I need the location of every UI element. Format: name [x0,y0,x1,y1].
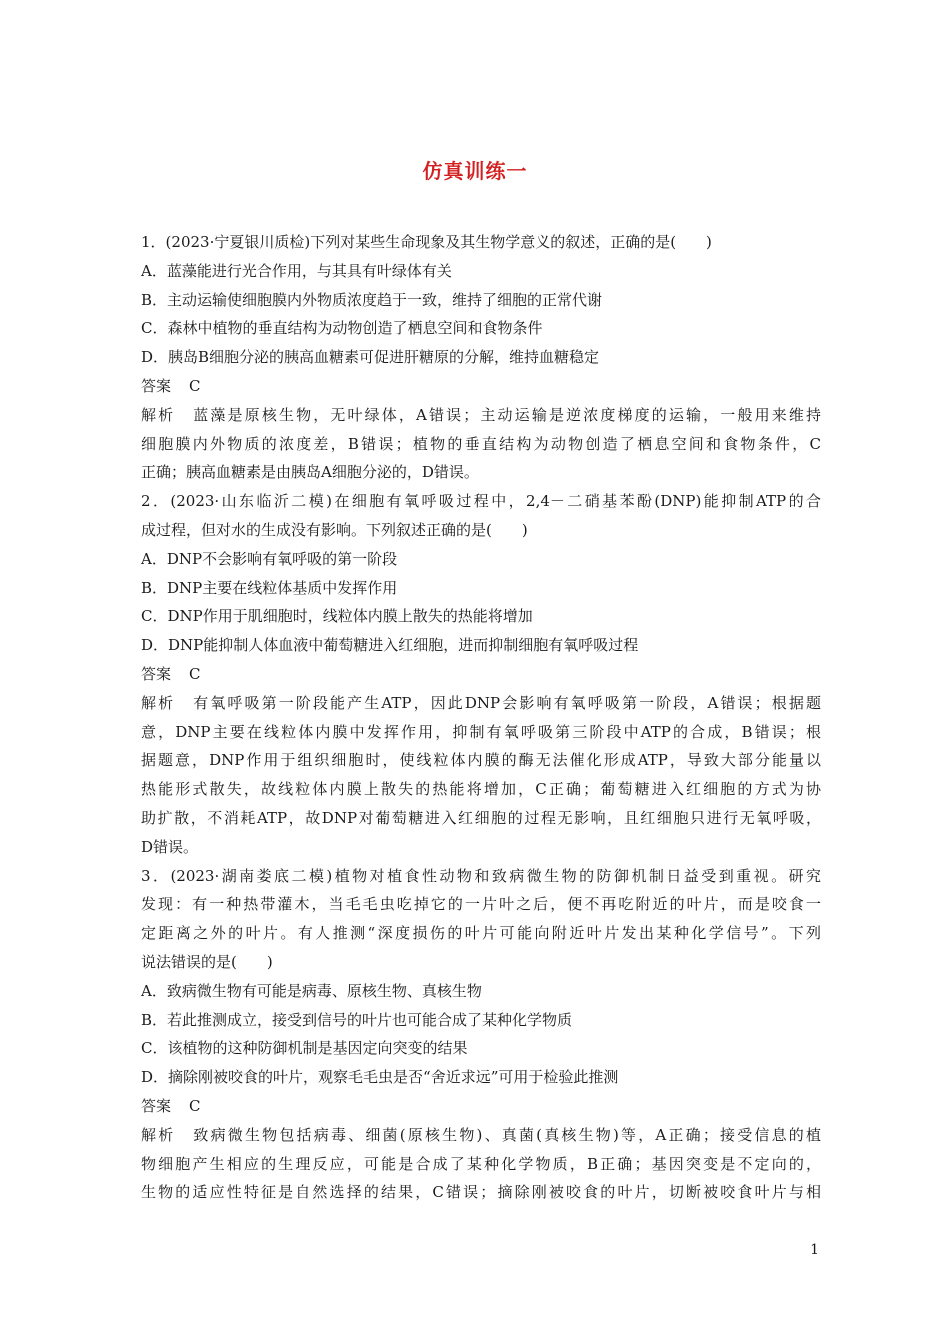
option-a: A．蓝藻能进行光合作用，与其具有叶绿体有关 [141,261,452,280]
page-number: 1 [810,1242,819,1258]
option-b: B．若此推测成立，接受到信号的叶片也可能合成了某种化学物质 [141,1010,573,1029]
answer-label: 答案 [141,376,172,395]
option-b: B．主动运输使细胞膜内外物质浓度趋于一致，维持了细胞的正常代谢 [141,290,603,309]
page-title: 仿真训练一 [422,159,528,183]
analysis-line [141,1121,821,1150]
analysis-line: 物细胞产生相应的生理反应，可能是合成了某种化学物质，B正确；基因突变是不定向的， [141,1154,821,1173]
option-d: D．摘除刚被咬食的叶片，观察毛毛虫是否“舍近求远”可用于检验此推测 [141,1068,619,1087]
question-2 [141,487,821,861]
analysis-line: 热能形式散失，故线粒体内膜上散失的热能将增加，C正确；葡萄糖进入红细胞的方式为协 [141,780,821,799]
answer-label: 答案 [141,1096,172,1115]
question-stem-line: 2．(2023·山东临沂二模)在细胞有氧呼吸过程中，2,4－二硝基苯酚(DNP)能抑制ATP的合 [141,492,821,511]
option-a: A．致病微生物有可能是病毒、原核生物、真核生物 [141,981,482,1000]
question-stem-line: 1．(2023·宁夏银川质检)下列对某些生命现象及其生物学意义的叙述，正确的是( ) [141,233,712,251]
question-stem-line: 发现：有一种热带灌木，当毛毛虫吃掉它的一片叶之后，便不再吃附近的叶片，而是咬食一 [141,895,821,914]
analysis-line: 细胞膜内外物质的浓度差，B错误；植物的垂直结构为动物创造了栖息空间和食物条件，C [141,434,821,453]
option-c: C．DNP作用于肌细胞时，线粒体内膜上散失的热能将增加 [141,607,533,626]
option-b: B．DNP主要在线粒体基质中发挥作用 [141,578,398,597]
analysis-label: 解析 [141,693,176,712]
answer-value: C [189,664,201,683]
option-c: C．森林中植物的垂直结构为动物创造了栖息空间和食物条件 [141,319,543,338]
question-1 [141,228,821,487]
answer-value: C [189,376,201,395]
analysis-line: 意，DNP主要在线粒体内膜中发挥作用，抑制有氧呼吸第三阶段中ATP的合成，B错误；根 [141,722,821,741]
answer-line [141,1092,821,1121]
analysis-line: 正确；胰高血糖素是由胰岛A细胞分泌的，D错误。 [141,463,479,482]
analysis-line: 助扩散，不消耗ATP，故DNP对葡萄糖进入红细胞的过程无影响，且红细胞只进行无氧呼吸， [141,808,821,827]
question-stem-line: 3．(2023·湖南娄底二模)植物对植食性动物和致病微生物的防御机制日益受到重视。研究 [141,866,821,885]
analysis-line: D错误。 [141,837,199,856]
option-c: C．该植物的这种防御机制是基因定向突变的结果 [141,1039,468,1058]
analysis-text: 致病微生物包括病毒、细菌(原核生物)、真菌(真核生物)等，A正确；接受信息的植 [193,1125,821,1144]
answer-line [141,372,821,401]
analysis-label: 解析 [141,405,176,424]
analysis-line: 生物的适应性特征是自然选择的结果，C错误；摘除刚被咬食的叶片，切断被咬食叶片与相 [141,1183,821,1202]
analysis-label: 解析 [141,1125,176,1144]
analysis-line: 据题意，DNP作用于组织细胞时，使线粒体内膜的酶无法催化形成ATP，导致大部分能量以 [141,751,821,770]
analysis-line [141,689,821,718]
option-d: D．胰岛B细胞分泌的胰高血糖素可促进肝糖原的分解，维持血糖稳定 [141,348,600,367]
question-3 [141,862,821,1208]
answer-label: 答案 [141,664,172,683]
answer-line [141,660,821,689]
answer-value: C [189,1096,201,1115]
question-stem-line: 说法错误的是( ) [141,952,273,971]
analysis-text: 有氧呼吸第一阶段能产生ATP，因此DNP会影响有氧呼吸第一阶段，A错误；根据题 [193,693,821,712]
option-a: A．DNP不会影响有氧呼吸的第一阶段 [141,549,398,568]
analysis-text: 蓝藻是原核生物，无叶绿体，A错误；主动运输是逆浓度梯度的运输，一般用来维持 [193,405,821,424]
document-body [141,228,821,1207]
analysis-line [141,401,821,430]
question-stem-line: 定距离之外的叶片。有人推测“深度损伤的叶片可能向附近叶片发出某种化学信号”。下列 [141,924,821,943]
question-stem-line: 成过程，但对水的生成没有影响。下列叙述正确的是( ) [141,520,528,539]
option-d: D．DNP能抑制人体血液中葡萄糖进入红细胞，进而抑制细胞有氧呼吸过程 [141,636,639,655]
